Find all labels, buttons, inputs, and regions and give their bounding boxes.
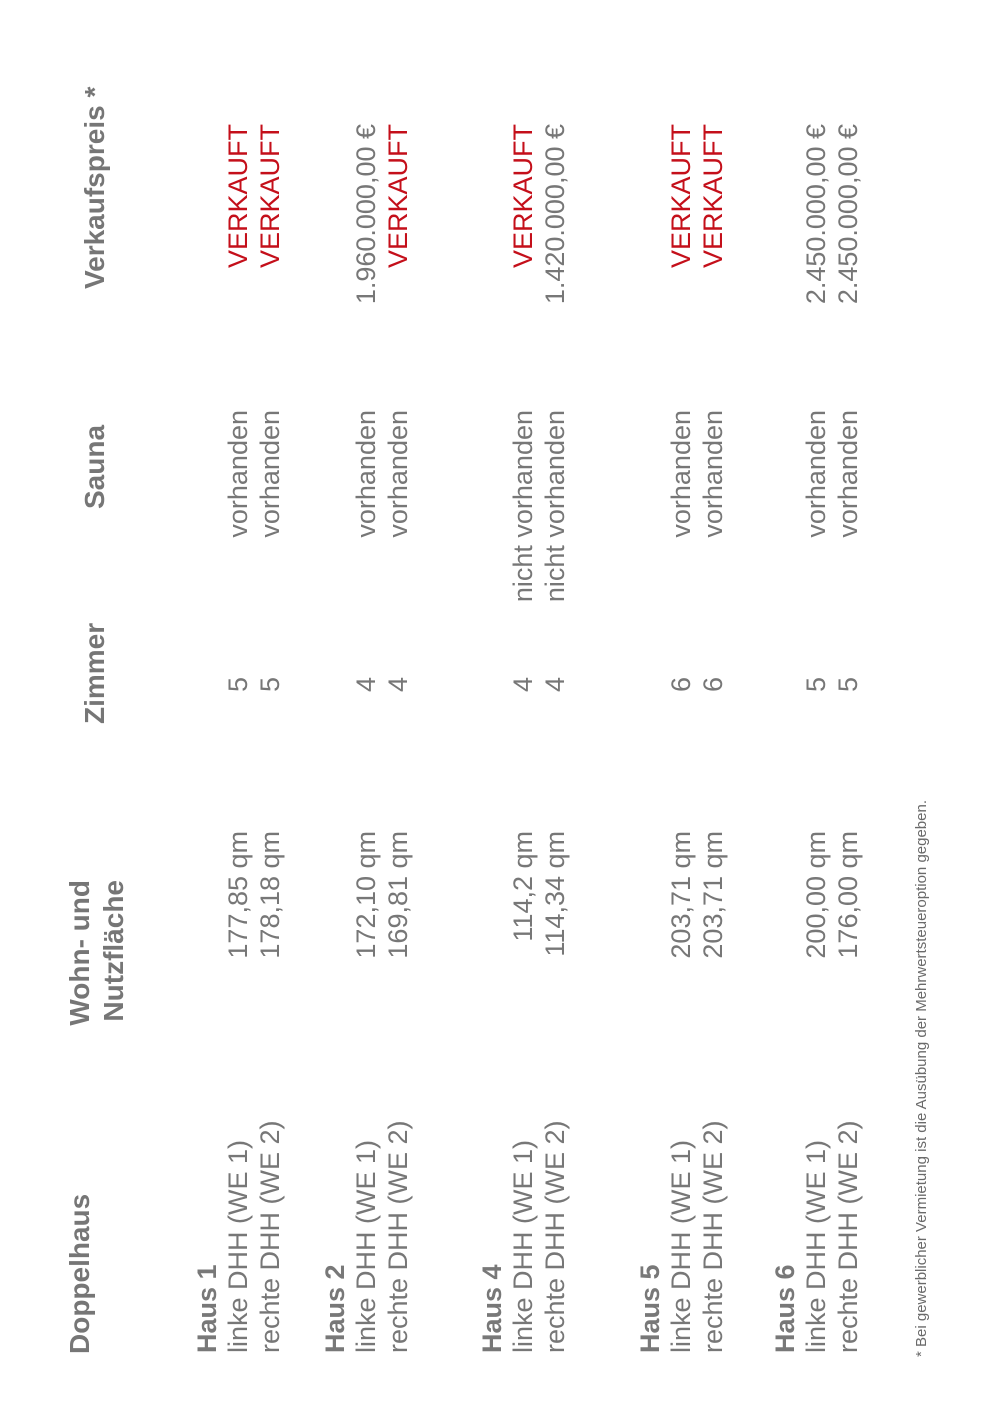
- price-value: 2.450.000,00 €: [801, 124, 831, 305]
- house-title: Haus 6: [770, 1264, 800, 1353]
- sauna-value: nicht vorhanden: [540, 410, 570, 603]
- rooms-value: 6: [666, 676, 696, 692]
- area-value: 114,2 qm: [508, 831, 538, 942]
- area-value: 203,71 qm: [698, 831, 728, 959]
- rooms-value: 4: [351, 676, 381, 692]
- header-doppelhaus: Doppelhaus: [64, 1193, 95, 1354]
- rooms-value: 4: [540, 676, 570, 692]
- house-title: Haus 5: [635, 1264, 665, 1353]
- price-value: 1.420.000,00 €: [540, 124, 570, 305]
- unit-label: linke DHH (WE 1): [351, 1139, 381, 1353]
- header-zimmer: Zimmer: [79, 622, 110, 724]
- price-value: 1.960.000,00 €: [351, 124, 381, 305]
- sauna-value: vorhanden: [833, 410, 863, 538]
- header-flaeche-line2: Nutzfläche: [98, 880, 129, 1022]
- header-verkaufspreis: Verkaufspreis *: [79, 86, 110, 289]
- price-value: VERKAUFT: [383, 124, 413, 269]
- sauna-value: vorhanden: [698, 410, 728, 538]
- rooms-value: 5: [255, 676, 285, 692]
- price-value: VERKAUFT: [508, 124, 538, 269]
- area-value: 114,34 qm: [540, 831, 570, 957]
- sauna-value: vorhanden: [223, 410, 253, 538]
- area-value: 200,00 qm: [801, 831, 831, 959]
- sauna-value: vorhanden: [255, 410, 285, 538]
- house-title: Haus 1: [192, 1264, 222, 1353]
- rooms-value: 6: [698, 676, 728, 692]
- house-title: Haus 4: [477, 1264, 507, 1353]
- unit-label: linke DHH (WE 1): [223, 1139, 253, 1353]
- footnote: * Bei gewerblicher Vermietung ist die Ausübung der Mehrwertsteueroption gegeben.: [913, 799, 930, 1357]
- unit-label: rechte DHH (WE 2): [698, 1120, 728, 1353]
- price-value: VERKAUFT: [223, 124, 253, 269]
- area-value: 172,10 qm: [351, 831, 381, 959]
- house-title: Haus 2: [320, 1264, 350, 1353]
- price-value: VERKAUFT: [666, 124, 696, 269]
- area-value: 203,71 qm: [666, 831, 696, 959]
- unit-label: rechte DHH (WE 2): [540, 1120, 570, 1353]
- rooms-value: 5: [223, 676, 253, 692]
- sauna-value: vorhanden: [666, 410, 696, 538]
- sauna-value: nicht vorhanden: [508, 410, 538, 603]
- price-value: 2.450.000,00 €: [833, 124, 863, 305]
- area-value: 169,81 qm: [383, 831, 413, 959]
- unit-label: rechte DHH (WE 2): [255, 1120, 285, 1353]
- unit-label: linke DHH (WE 1): [801, 1139, 831, 1353]
- rooms-value: 5: [801, 676, 831, 692]
- sauna-value: vorhanden: [383, 410, 413, 538]
- area-value: 177,85 qm: [223, 831, 253, 959]
- rooms-value: 4: [508, 676, 538, 692]
- rooms-value: 4: [383, 676, 413, 692]
- unit-label: rechte DHH (WE 2): [833, 1120, 863, 1353]
- price-value: VERKAUFT: [698, 124, 728, 269]
- unit-label: rechte DHH (WE 2): [383, 1120, 413, 1353]
- unit-label: linke DHH (WE 1): [666, 1139, 696, 1353]
- header-flaeche-line1: Wohn- und: [64, 880, 95, 1026]
- rooms-value: 5: [833, 676, 863, 692]
- area-value: 176,00 qm: [833, 831, 863, 959]
- sauna-value: vorhanden: [801, 410, 831, 538]
- area-value: 178,18 qm: [255, 831, 285, 959]
- header-flaeche: [63, 880, 131, 1026]
- unit-label: linke DHH (WE 1): [508, 1139, 538, 1353]
- price-value: VERKAUFT: [255, 124, 285, 269]
- header-sauna: Sauna: [79, 424, 110, 509]
- sauna-value: vorhanden: [351, 410, 381, 538]
